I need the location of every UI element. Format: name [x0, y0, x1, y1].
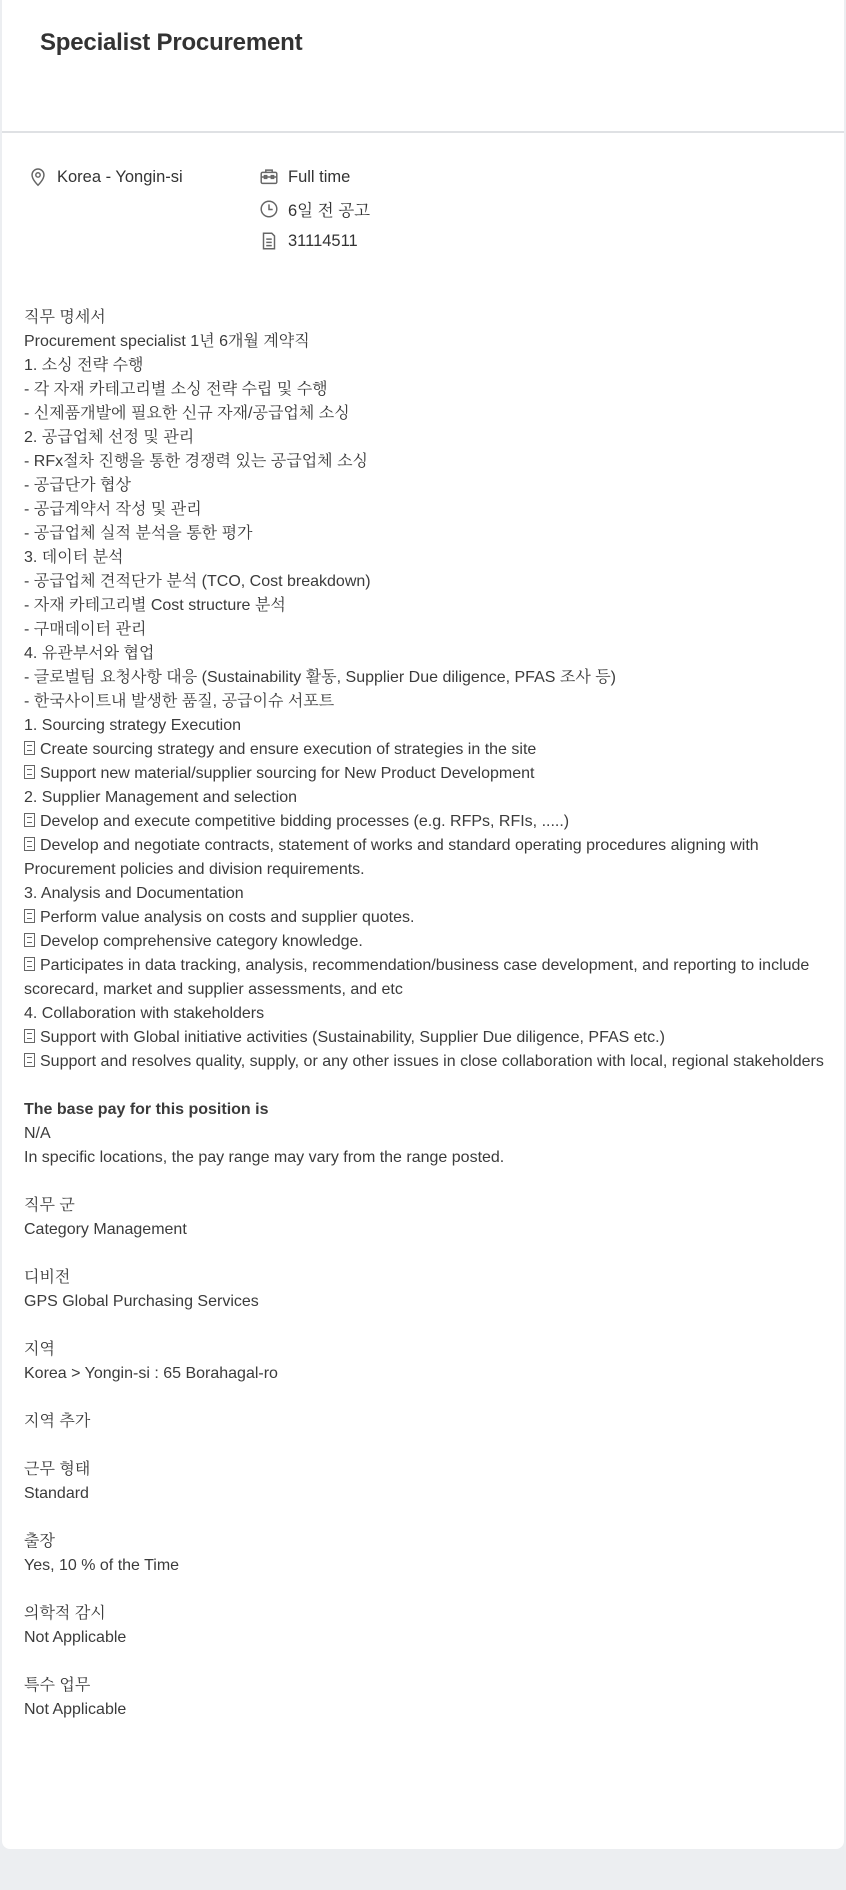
description-line: - 공급업체 견적단가 분석 (TCO, Cost breakdown) — [24, 573, 371, 590]
missing-glyph-icon — [24, 813, 35, 827]
description-bullet: Create sourcing strategy and ensure execution of strategies in the site — [24, 738, 824, 762]
job-detail-card — [2, 0, 844, 1849]
description-line: - 공급단가 협상 — [24, 477, 131, 494]
description-line: 1. Sourcing strategy Execution — [24, 717, 242, 734]
description-line: - 신제품개발에 필요한 신규 자재/공급업체 소싱 — [24, 405, 350, 422]
description-bullet: Develop and execute competitive bidding processes (e.g. RFPs, RFIs, .....) — [24, 810, 824, 834]
job-time-type — [258, 165, 350, 189]
description-line: - 각 자재 카테고리별 소싱 전략 수립 및 수행 — [24, 381, 328, 398]
description-line: 3. 데이터 분석 — [24, 549, 124, 566]
job-time-type-text: Full time — [288, 167, 351, 186]
field-label-additional-location: 지역 추가 — [24, 1413, 91, 1430]
description-line: - 공급업체 실적 분석을 통한 평가 — [24, 525, 253, 542]
field-label-location: 지역 — [24, 1341, 55, 1358]
field-value-special-duties: Not Applicable — [24, 1701, 127, 1718]
description-line: 2. 공급업체 선정 및 관리 — [24, 429, 195, 446]
description-line: 4. Collaboration with stakeholders — [24, 1005, 265, 1022]
field-value-location: Korea > Yongin-si : 65 Borahagal-ro — [24, 1365, 278, 1382]
job-posted — [258, 197, 370, 221]
job-posted-text: 6일 전 공고 — [288, 202, 371, 220]
description-line: - 자재 카테고리별 Cost structure 분석 — [24, 597, 286, 614]
job-req-id-text: 31114511 — [288, 231, 358, 250]
pay-value: N/A — [24, 1125, 51, 1142]
description-line: 1. 소싱 전략 수행 — [24, 357, 144, 374]
description-line: 3. Analysis and Documentation — [24, 885, 244, 902]
missing-glyph-icon — [24, 1053, 35, 1067]
field-value-medical-surveillance: Not Applicable — [24, 1629, 127, 1646]
job-location-text: Korea - Yongin-si — [57, 167, 183, 186]
description-heading: 직무 명세서 — [24, 309, 106, 326]
pay-note: In specific locations, the pay range may vary from the range posted. — [24, 1149, 505, 1166]
description-line: - 글로벌팀 요청사항 대응 (Sustainability 활동, Supplier Due diligence, PFAS 조사 등) — [24, 669, 617, 686]
job-req-id — [258, 229, 358, 253]
document-icon — [258, 230, 280, 252]
description-line: - 한국사이트내 발생한 품질, 공급이슈 서포트 — [24, 693, 335, 710]
description-line: 2. Supplier Management and selection — [24, 789, 298, 806]
clock-icon — [258, 198, 280, 220]
field-value-work-type: Standard — [24, 1485, 89, 1502]
job-title: Specialist Procurement — [40, 29, 303, 56]
missing-glyph-icon — [24, 765, 35, 779]
missing-glyph-icon — [24, 909, 35, 923]
field-label-division: 디비전 — [24, 1269, 71, 1286]
briefcase-icon — [258, 166, 280, 188]
missing-glyph-icon — [24, 957, 35, 971]
field-value-division: GPS Global Purchasing Services — [24, 1293, 259, 1310]
field-label-medical-surveillance: 의학적 감시 — [24, 1605, 106, 1622]
description-bullet: Support new material/supplier sourcing for New Product Development — [24, 762, 824, 786]
description-bullet: Perform value analysis on costs and supplier quotes. — [24, 906, 824, 930]
job-header — [2, 0, 844, 133]
description-line: - 구매데이터 관리 — [24, 621, 147, 638]
description-bullet: Develop comprehensive category knowledge. — [24, 930, 824, 954]
job-location — [27, 165, 183, 189]
field-label-special-duties: 특수 업무 — [24, 1677, 91, 1694]
description-bullet: Support with Global initiative activities (Sustainability, Supplier Due diligence, PFAS etc.) — [24, 1026, 824, 1050]
field-value-travel: Yes, 10 % of the Time — [24, 1557, 180, 1574]
description-line: 4. 유관부서와 협업 — [24, 645, 155, 662]
description-bullet: Develop and negotiate contracts, statement of works and standard operating procedures aligning with Procurement policies and division requirements. — [24, 837, 759, 878]
description-line: - 공급계약서 작성 및 관리 — [24, 501, 202, 518]
job-description — [24, 306, 824, 1722]
missing-glyph-icon — [24, 837, 35, 851]
description-line: - RFx절차 진행을 통한 경쟁력 있는 공급업체 소싱 — [24, 453, 368, 470]
map-pin-icon — [27, 166, 49, 188]
description-line: Procurement specialist 1년 6개월 계약직 — [24, 333, 310, 350]
description-bullet: Participates in data tracking, analysis, recommendation/business case development, and reporting to include scorecard, market and supplier assessments, and etc — [24, 957, 810, 998]
field-value-job-family: Category Management — [24, 1221, 187, 1238]
missing-glyph-icon — [24, 741, 35, 755]
description-bullet: Support and resolves quality, supply, or any other issues in close collaboration with local, regional stakeholders — [24, 1050, 824, 1074]
missing-glyph-icon — [24, 1029, 35, 1043]
pay-heading: The base pay for this position is — [24, 1101, 269, 1118]
field-label-travel: 출장 — [24, 1533, 55, 1550]
field-label-work-type: 근무 형태 — [24, 1461, 91, 1478]
field-label-job-family: 직무 군 — [24, 1197, 75, 1214]
missing-glyph-icon — [24, 933, 35, 947]
